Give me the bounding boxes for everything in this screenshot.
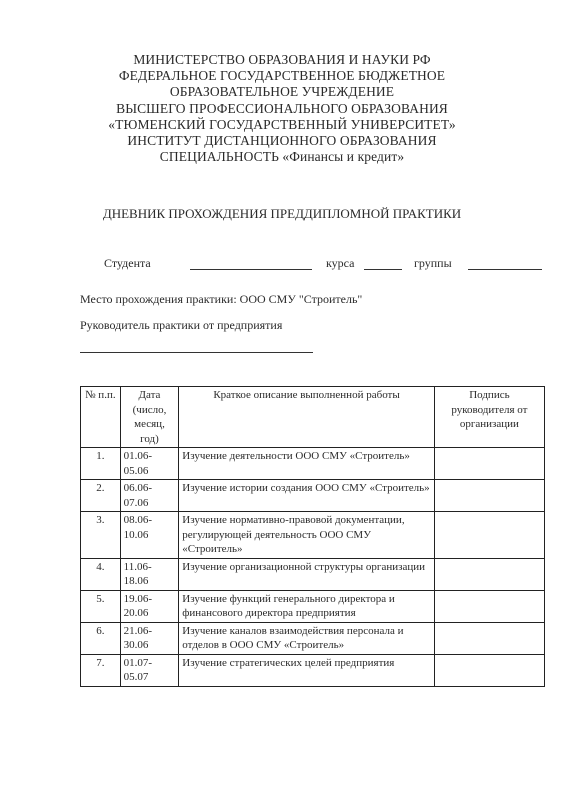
row-num: 2. — [81, 480, 121, 512]
row-signature — [434, 448, 544, 480]
header-line: «ТЮМЕНСКИЙ ГОСУДАРСТВЕННЫЙ УНИВЕРСИТЕТ» — [108, 116, 456, 132]
row-date: 01.07-05.07 — [120, 654, 179, 686]
row-date: 01.06-05.06 — [120, 448, 179, 480]
header-signature: Подпись руководителя от организации — [434, 387, 544, 448]
group-label: группы — [414, 256, 452, 270]
table-row — [81, 654, 545, 686]
row-signature — [434, 558, 544, 590]
table-header-row — [81, 387, 545, 448]
row-num: 1. — [81, 448, 121, 480]
student-label: Студента — [104, 256, 151, 270]
row-description: Изучение нормативно-правовой документации, регулирующей деятельность ООО СМУ «Строитель» — [179, 512, 435, 559]
row-description: Изучение функций генерального директора и финансового директора предприятия — [179, 590, 435, 622]
row-signature — [434, 622, 544, 654]
row-num: 5. — [81, 590, 121, 622]
row-date: 11.06-18.06 — [120, 558, 179, 590]
row-date: 19.06-20.06 — [120, 590, 179, 622]
row-description: Изучение деятельности ООО СМУ «Строитель» — [179, 448, 435, 480]
row-signature — [434, 654, 544, 686]
row-description: Изучение каналов взаимодействия персонала и отделов в ООО СМУ «Строитель» — [179, 622, 435, 654]
row-num: 7. — [81, 654, 121, 686]
header-line: ФЕДЕРАЛЬНОЕ ГОСУДАРСТВЕННОЕ БЮДЖЕТНОЕ — [118, 68, 446, 84]
institution-header — [0, 52, 564, 165]
header-line: ОБРАЗОВАТЕЛЬНОЕ УЧРЕЖДЕНИЕ — [169, 84, 395, 100]
row-num: 3. — [81, 512, 121, 559]
header-line: МИНИСТЕРСТВО ОБРАЗОВАНИЯ И НАУКИ РФ — [133, 52, 431, 67]
row-description: Изучение организационной структуры организации — [179, 558, 435, 590]
table-row — [81, 480, 545, 512]
document-title: ДНЕВНИК ПРОХОЖДЕНИЯ ПРЕДДИПЛОМНОЙ ПРАКТИКИ — [102, 206, 462, 221]
row-signature — [434, 590, 544, 622]
header-line: ВЫСШЕГО ПРОФЕССИОНАЛЬНОГО ОБРАЗОВАНИЯ — [116, 100, 448, 116]
header-line: ИНСТИТУТ ДИСТАНЦИОННОГО ОБРАЗОВАНИЯ — [127, 133, 437, 149]
row-description: Изучение стратегических целей предприятия — [179, 654, 435, 686]
row-description: Изучение истории создания ООО СМУ «Строитель» — [179, 480, 435, 512]
row-date: 06.06-07.06 — [120, 480, 179, 512]
practice-place: Место прохождения практики: ООО СМУ "Строитель" — [80, 292, 363, 306]
table-row — [81, 448, 545, 480]
table-row — [81, 558, 545, 590]
header-description: Краткое описание выполненной работы — [179, 387, 435, 448]
row-date: 08.06-10.06 — [120, 512, 179, 559]
row-num: 6. — [81, 622, 121, 654]
practice-diary-table — [80, 386, 545, 687]
header-date: Дата (число, месяц, год) — [120, 387, 179, 448]
row-num: 4. — [81, 558, 121, 590]
table-row — [81, 622, 545, 654]
table-row — [81, 590, 545, 622]
group-blank — [468, 256, 542, 270]
row-signature — [434, 512, 544, 559]
student-name-blank — [190, 256, 312, 270]
row-signature — [434, 480, 544, 512]
row-date: 21.06-30.06 — [120, 622, 179, 654]
practice-supervisor: Руководитель практики от предприятия — [80, 318, 283, 332]
header-line: СПЕЦИАЛЬНОСТЬ «Финансы и кредит» — [159, 149, 405, 165]
course-blank — [364, 256, 402, 270]
table-row — [81, 512, 545, 559]
supervisor-blank — [80, 352, 313, 353]
header-num: № п.п. — [81, 387, 121, 448]
course-label: курса — [326, 256, 355, 270]
